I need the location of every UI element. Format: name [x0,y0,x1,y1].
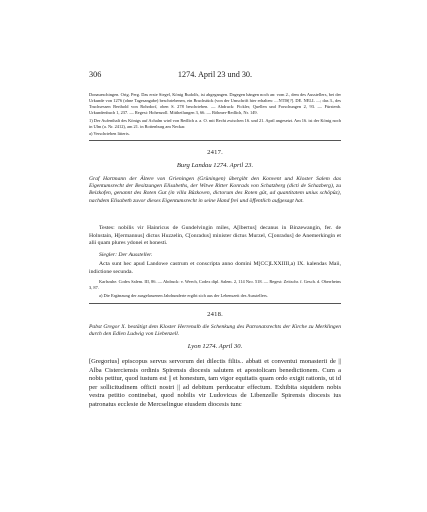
page-number: 306 [89,70,102,79]
sealer-2417: Siegler: Der Aussteller. [99,252,153,258]
place-date-2418: Lyon 1274. April 30. [187,343,243,350]
archive-2417: Karlsruhe. Codex Salem. III, 86. — Abdruck: v. Weech, Codex dipl. Salem. 2, 114 Nro. 518. — Regest: Zeitschr. f. Gesch. d. Oberrheins 3, 87. [89,279,341,290]
footnote-2417: a) Die Ergänzung der ausgelassenen Jahrhunderte ergibt sich aus der Lebenszeit des Ausstellers. [99,293,268,298]
section-divider [89,303,341,304]
regest-2418: Pabst Gregor X. bestätigt dem Kloster Herrenalb die Schenkung des Patronatsrechts der Kirche zu Merklingen durch den Edlen Ludwig von Liebenzell. [89,324,341,338]
running-title: 1274. April 23 und 30. [177,70,253,79]
section-divider [89,140,341,141]
prev-footnote-1: 1) Der Aufenthalt des Königs auf Achalm wird von Redlich a. a. O. mit Recht zwischen 16. und 21. April angesetzt. Am 16. ist der König noch in Ulm (a. Nr. 2412), am 21. in Rottenburg am Neckar. [89,118,341,129]
witnesses-2417: Testes: nobilis vir Hainricus de Gundelvingin miles, A[lbertus] decanus in Binzewangin, fer. de Holnstain, H[ermannus] dictus Huzzelin, C[onradus] minister dictus Murzel, C[onradus] de Anemerkingin et alii quam plures ydonei et honesti. [89,225,341,247]
place-date-2417: Burg Landau 1274. April 23. [176,162,254,169]
text-2418: [Gregorius] episcopus servus servorum dei dilectis filiis.. abbati et conventui monasterii de || Alba Cisterciensis ordinis Spirensis diocesis salutem et apostolicam benedictionem. Cum a nobis petitur, quod iustum est || et honestum, tam vigor equitatis quam ordo exigit rationis, ut id per sollicitudinem officii nostri || ad debitum perducatur effectum. Exhibita siquidem nobis vestra petitio continebat, quod nobilis vir Ludovicus de Libenzelle Spirensis diocesis ius patronatus ecclesie de Mercselingue eiusdem diocesis tunc [89,358,341,408]
datum-2417: Acta sunt hec apud Landowe castrum et conscripta anno domini M[CC]LXXIIII,a) IX. kalendas Maii, indictione secunda. [89,261,341,275]
regest-2417: Graf Hartmann der Ältere von Grieningen (Grüningen) übergibt den Konvent und Kloster Salem das Eigentumsrecht der Besitzungen Elisabeths, der Witwe Ritter Konrads von Schatzberg (dicti de Schazberg), zu Beizkofen, genannt des Roten Gut (in villa Bûzkoven, dictorum des Roten gût, ad quantitatem unius schôpûz), nachdem Elisabeth zuvor dieses Eigentumsrecht in seine Hand frei und öffentlich aufgesagt hat. [89,176,341,204]
prev-provenance: Donaueschingen. Orig. Perg. Das erste Siegel, König Rudolfs, ist abgegangen. Dagegen hängen noch an: vom 2., dem des Ausstellers, bei der Urkunde von 1276 (ohne Tagesangabe) beschriebenen, ein Bruchstück (von der Umschrift hier erhalten: ....NTIS[?]. DE. NELL ....; das 3., des Truchsessen Berthold von Rohrdorf, oben S. 278 beschrieben. — Abdruck: Fickler, Quellen und Forschungen 2, 93. — Fürstenb. Urkundenbuch 1, 237. — Regest: Hohenzoll. Mittheilungen 3, 66. — Böhmer-Redlich, Nr. 149. [89,92,341,115]
document-number-2418: 2418. [207,311,223,318]
running-header [89,70,341,80]
prev-footnote-a: a) Verschrieben litteris. [89,131,130,136]
document-number-2417: 2417. [207,149,223,156]
